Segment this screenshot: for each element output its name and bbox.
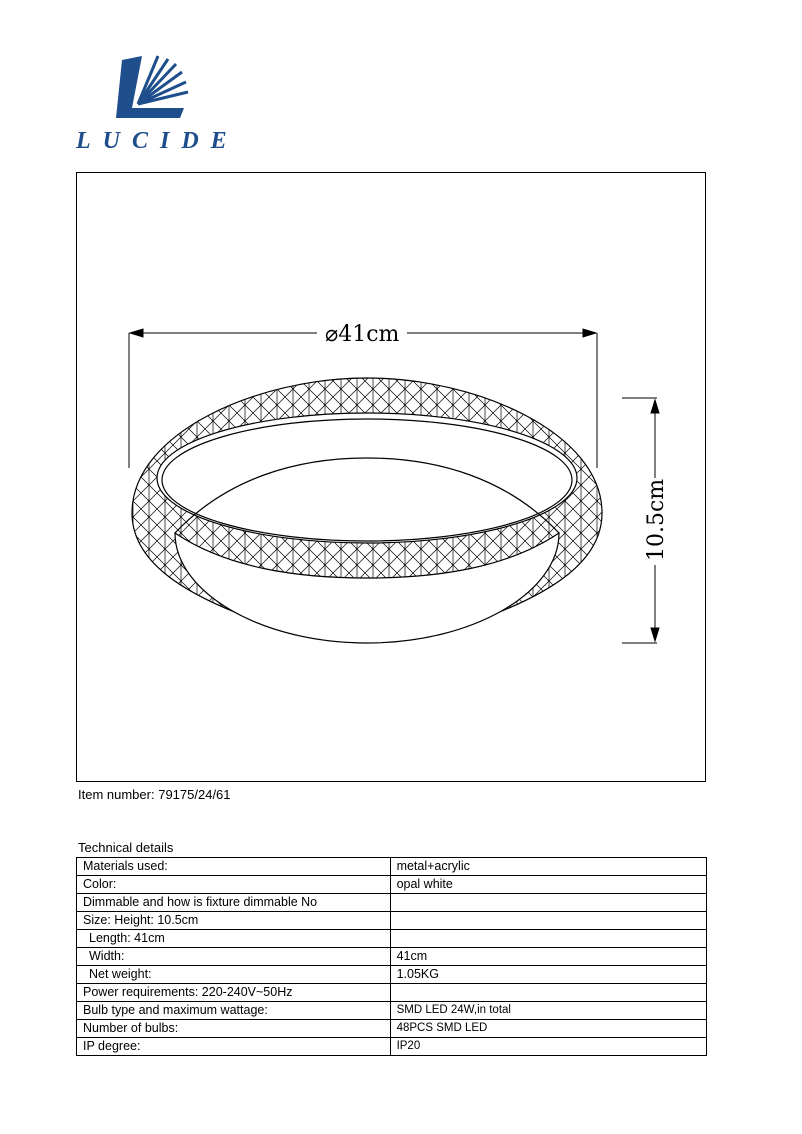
spec-label: Number of bulbs: [77, 1020, 391, 1038]
spec-label: Net weight: [77, 966, 391, 984]
spec-label: Materials used: [77, 858, 391, 876]
spec-value [390, 912, 706, 930]
table-row [77, 912, 707, 930]
table-row [77, 1038, 707, 1056]
spec-value: 48PCS SMD LED [390, 1020, 706, 1038]
spec-label: Width: [77, 948, 391, 966]
spec-label: Size: Height: 10.5cm [77, 912, 391, 930]
spec-value: metal+acrylic [390, 858, 706, 876]
brand-name: LUCIDE [76, 128, 239, 154]
item-number [78, 787, 231, 802]
spec-value [390, 930, 706, 948]
spec-value [390, 984, 706, 1002]
table-row [77, 966, 707, 984]
spec-value: SMD LED 24W,in total [390, 1002, 706, 1020]
spec-value: 1.05KG [390, 966, 706, 984]
item-number-value: 79175/24/61 [158, 787, 231, 802]
table-row [77, 1002, 707, 1020]
spec-label: Bulb type and maximum wattage: [77, 1002, 391, 1020]
table-row [77, 930, 707, 948]
height-label: 10.5cm [644, 478, 669, 561]
spec-label: Power requirements: 220-240V~50Hz [77, 984, 391, 1002]
table-row [77, 858, 707, 876]
spec-value [390, 894, 706, 912]
spec-label: IP degree: [77, 1038, 391, 1056]
item-number-label: Item number: [78, 787, 155, 802]
spec-value: IP20 [390, 1038, 706, 1056]
diameter-label: ⌀41cm [325, 322, 400, 347]
table-row [77, 984, 707, 1002]
spec-label: Dimmable and how is fixture dimmable No [77, 894, 391, 912]
table-row [77, 876, 707, 894]
spec-label: Length: 41cm [77, 930, 391, 948]
technical-details-table [76, 857, 707, 1056]
table-row [77, 1020, 707, 1038]
table-row [77, 894, 707, 912]
lamp-outline [132, 378, 602, 643]
spec-label: Color: [77, 876, 391, 894]
technical-drawing [76, 172, 706, 782]
technical-details-title: Technical details [78, 840, 174, 855]
spec-value: 41cm [390, 948, 706, 966]
spec-value: opal white [390, 876, 706, 894]
table-row [77, 948, 707, 966]
